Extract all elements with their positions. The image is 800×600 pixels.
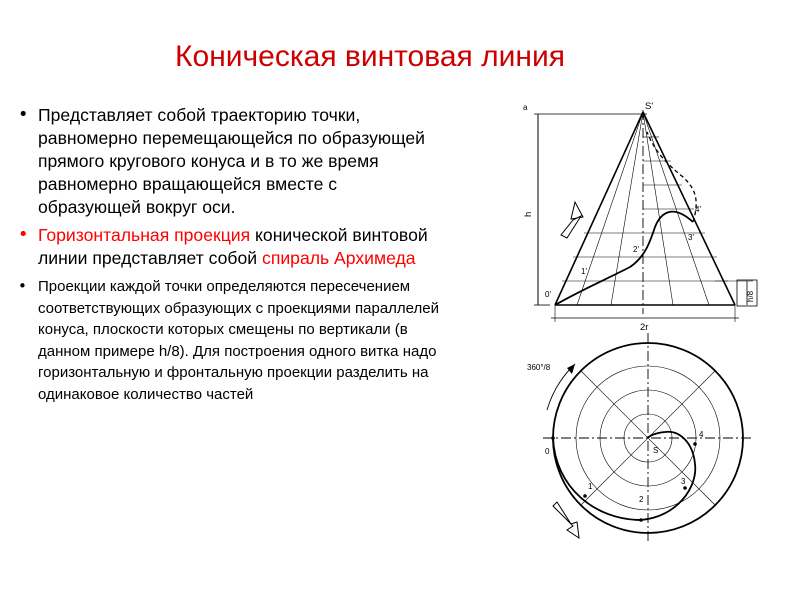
- bullet-marker: •: [18, 225, 29, 245]
- spiral-point: [639, 518, 643, 522]
- apex-label: S': [645, 101, 654, 112]
- conical-helix-drawing: [515, 92, 800, 547]
- center-label: S: [653, 446, 659, 455]
- top-view: [543, 333, 753, 543]
- bullet-list: [14, 104, 444, 406]
- bullet-item-definition: [14, 104, 444, 219]
- bullet-item-projection: [14, 224, 444, 270]
- angle-arrow-icon: [567, 364, 575, 374]
- angle-label: 360°/8: [527, 363, 551, 372]
- front-point-4-label: 4': [695, 205, 701, 214]
- bullet-text: Проекции каждой точки определяются пересечением соответствующих образующих с проекциями параллелей конуса, плоскости которых смещены по вертикали (в данном примере h/8). Для построения одного витка надо горизонтальную и фронтальную проекции разделить на одинаковое количество частей: [38, 278, 439, 403]
- bullet-text-highlight: спираль Архимеда: [262, 248, 416, 268]
- generator-line: [611, 112, 643, 305]
- spiral-point: [551, 436, 555, 440]
- bullet-text: Представляет собой траекторию точки, равномерно перемещающейся по образующей прямого кругового конуса и в то же время равномерно вращающейся вместе с образующей вокруг оси.: [38, 105, 425, 217]
- top-point-1-label: 1: [588, 482, 593, 491]
- top-point-3-label: 3: [681, 477, 686, 486]
- spiral-point: [583, 494, 587, 498]
- height-label: h: [523, 211, 534, 217]
- bullet-marker: •: [18, 105, 29, 125]
- front-view: [534, 110, 757, 322]
- base-label: 2r: [640, 322, 649, 333]
- top-point-2-label: 2: [639, 495, 644, 504]
- top-point-4-label: 4: [699, 430, 704, 439]
- archimedean-spiral: [553, 432, 695, 520]
- bullet-item-construction: [14, 276, 444, 406]
- cone-left-generator: [555, 112, 643, 305]
- front-point-1-label: 1': [581, 267, 587, 276]
- drawing-canvas: [515, 92, 800, 547]
- step-label: h/8: [746, 290, 755, 302]
- spiral-points: [551, 436, 697, 522]
- front-point-3-label: 3': [688, 233, 694, 242]
- cone-right-generator: [643, 112, 735, 305]
- bullet-text-highlight: Горизонтальная проекция: [38, 225, 251, 245]
- generator-line: [643, 112, 673, 305]
- spiral-point: [683, 486, 687, 490]
- front-point-2-label: 2': [633, 245, 639, 254]
- top-point-0-label: 0: [545, 447, 550, 456]
- slide-title: Коническая винтовая линия: [175, 40, 565, 73]
- bullet-marker: •: [18, 277, 27, 295]
- bullet-text: конической винтовой линии представляет собой: [38, 225, 428, 268]
- rotation-arrow-icon: [553, 502, 579, 538]
- corner-label: a: [523, 103, 528, 112]
- front-point-0-label: 0': [545, 290, 551, 299]
- spiral-point: [693, 442, 697, 446]
